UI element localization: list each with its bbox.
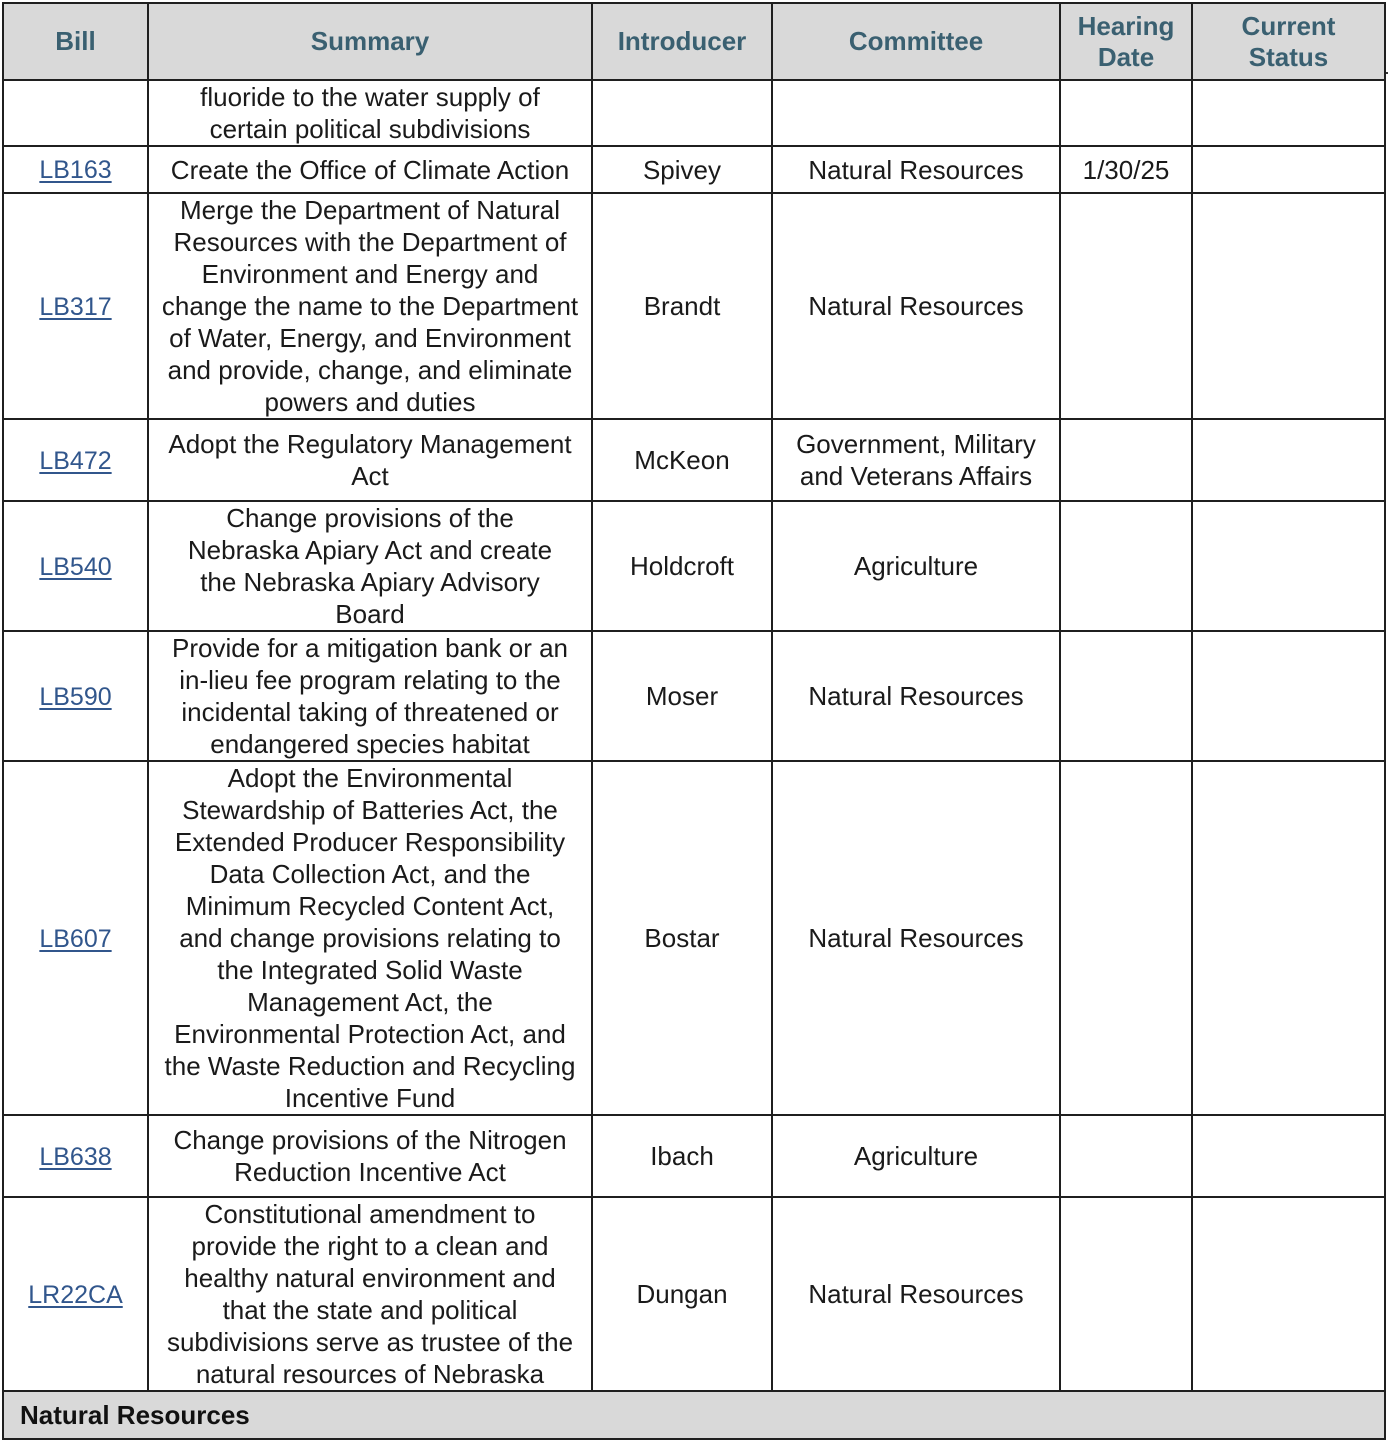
status-cell <box>1192 501 1385 631</box>
bill-link[interactable]: LB607 <box>39 924 112 953</box>
hearing-date-cell <box>1060 761 1192 1115</box>
committee-cell: Natural Resources <box>772 193 1060 419</box>
bill-cell <box>3 80 148 146</box>
committee-cell: Agriculture <box>772 501 1060 631</box>
table-row <box>3 1197 1385 1391</box>
committee-cell: Natural Resources <box>772 761 1060 1115</box>
hearing-date-cell <box>1060 193 1192 419</box>
table-row <box>3 1115 1385 1197</box>
table-row <box>3 193 1385 419</box>
header-bill: Bill <box>3 3 148 80</box>
hearing-date-cell <box>1060 80 1192 146</box>
status-cell <box>1192 80 1385 146</box>
hearing-date-cell <box>1060 1115 1192 1197</box>
summary-cell: fluoride to the water supply of certain political subdivisions <box>148 80 592 146</box>
header-hearing-date-line1: Hearing <box>1077 10 1175 41</box>
committee-cell: Natural Resources <box>772 631 1060 761</box>
header-summary: Summary <box>148 3 592 80</box>
status-cell <box>1192 761 1385 1115</box>
bill-cell <box>3 193 148 419</box>
hearing-date-cell <box>1060 1197 1192 1391</box>
introducer-cell: McKeon <box>592 419 772 501</box>
bill-cell <box>3 761 148 1115</box>
summary-cell: Change provisions of the Nitrogen Reduction Incentive Act <box>148 1115 592 1197</box>
introducer-cell: Dungan <box>592 1197 772 1391</box>
summary-cell: Adopt the Regulatory Management Act <box>148 419 592 501</box>
header-current-status <box>1192 3 1385 80</box>
status-cell <box>1192 631 1385 761</box>
table-header <box>3 3 1385 80</box>
bill-cell <box>3 501 148 631</box>
summary-cell: Constitutional amendment to provide the right to a clean and healthy natural environment and that the state and political subdivisions serve as trustee of the natural resources of Nebraska <box>148 1197 592 1391</box>
table-row <box>3 80 1385 146</box>
bill-cell <box>3 146 148 193</box>
introducer-cell: Brandt <box>592 193 772 419</box>
header-hearing-date <box>1060 3 1192 80</box>
bill-link[interactable]: LB472 <box>39 446 112 475</box>
summary-cell: Merge the Department of Natural Resources with the Department of Environment and Energy and change the name to the Department of Water, Energy, and Environment and provide, change, and eliminate powers and duties <box>148 193 592 419</box>
table-row <box>3 419 1385 501</box>
bill-table-container <box>2 2 1386 1440</box>
bill-cell <box>3 1197 148 1391</box>
hearing-date-cell <box>1060 501 1192 631</box>
committee-cell: Natural Resources <box>772 1197 1060 1391</box>
bill-link[interactable]: LR22CA <box>28 1280 123 1309</box>
header-introducer: Introducer <box>592 3 772 80</box>
hearing-date-cell: 1/30/25 <box>1060 146 1192 193</box>
introducer-cell: Spivey <box>592 146 772 193</box>
introducer-cell: Bostar <box>592 761 772 1115</box>
section-header-row <box>3 1391 1385 1439</box>
summary-cell: Adopt the Environmental Stewardship of Batteries Act, the Extended Producer Responsibility Data Collection Act, and the Minimum Recycled Content Act, and change provisions relating to the Integrated Solid Waste Management Act, the Environmental Protection Act, and the Waste Reduction and Recycling Incentive Fund <box>148 761 592 1115</box>
hearing-date-cell <box>1060 631 1192 761</box>
status-cell <box>1192 193 1385 419</box>
stray-dot <box>1386 72 1388 74</box>
header-current-status-line2: Status <box>1248 41 1329 72</box>
hearing-date-cell <box>1060 419 1192 501</box>
status-cell <box>1192 419 1385 501</box>
committee-cell: Government, Military and Veterans Affairs <box>772 419 1060 501</box>
table-row <box>3 631 1385 761</box>
bill-link[interactable]: LB590 <box>39 682 112 711</box>
table-row <box>3 501 1385 631</box>
bill-link[interactable]: LB638 <box>39 1142 112 1171</box>
introducer-cell: Moser <box>592 631 772 761</box>
bill-link[interactable]: LB163 <box>39 156 112 184</box>
introducer-cell: Holdcroft <box>592 501 772 631</box>
introducer-cell <box>592 80 772 146</box>
header-committee: Committee <box>772 3 1060 80</box>
table-row <box>3 146 1385 193</box>
summary-cell: Provide for a mitigation bank or an in-lieu fee program relating to the incidental taking of threatened or endangered species habitat <box>148 631 592 761</box>
summary-cell: Change provisions of the Nebraska Apiary Act and create the Nebraska Apiary Advisory Board <box>148 501 592 631</box>
section-header-natural-resources: Natural Resources <box>3 1391 1385 1439</box>
header-hearing-date-line2: Date <box>1097 41 1155 72</box>
table-body <box>3 80 1385 1439</box>
summary-cell: Create the Office of Climate Action <box>148 146 592 193</box>
header-current-status-line1: Current <box>1241 10 1336 41</box>
bill-cell <box>3 419 148 501</box>
status-cell <box>1192 1197 1385 1391</box>
introducer-cell: Ibach <box>592 1115 772 1197</box>
status-cell <box>1192 146 1385 193</box>
committee-cell: Natural Resources <box>772 146 1060 193</box>
header-row <box>3 3 1385 80</box>
committee-cell: Agriculture <box>772 1115 1060 1197</box>
table-row <box>3 761 1385 1115</box>
bill-tracking-table <box>2 2 1386 1440</box>
bill-link[interactable]: LB540 <box>39 552 112 581</box>
status-cell <box>1192 1115 1385 1197</box>
bill-link[interactable]: LB317 <box>39 292 112 321</box>
bill-cell <box>3 631 148 761</box>
bill-cell <box>3 1115 148 1197</box>
committee-cell <box>772 80 1060 146</box>
